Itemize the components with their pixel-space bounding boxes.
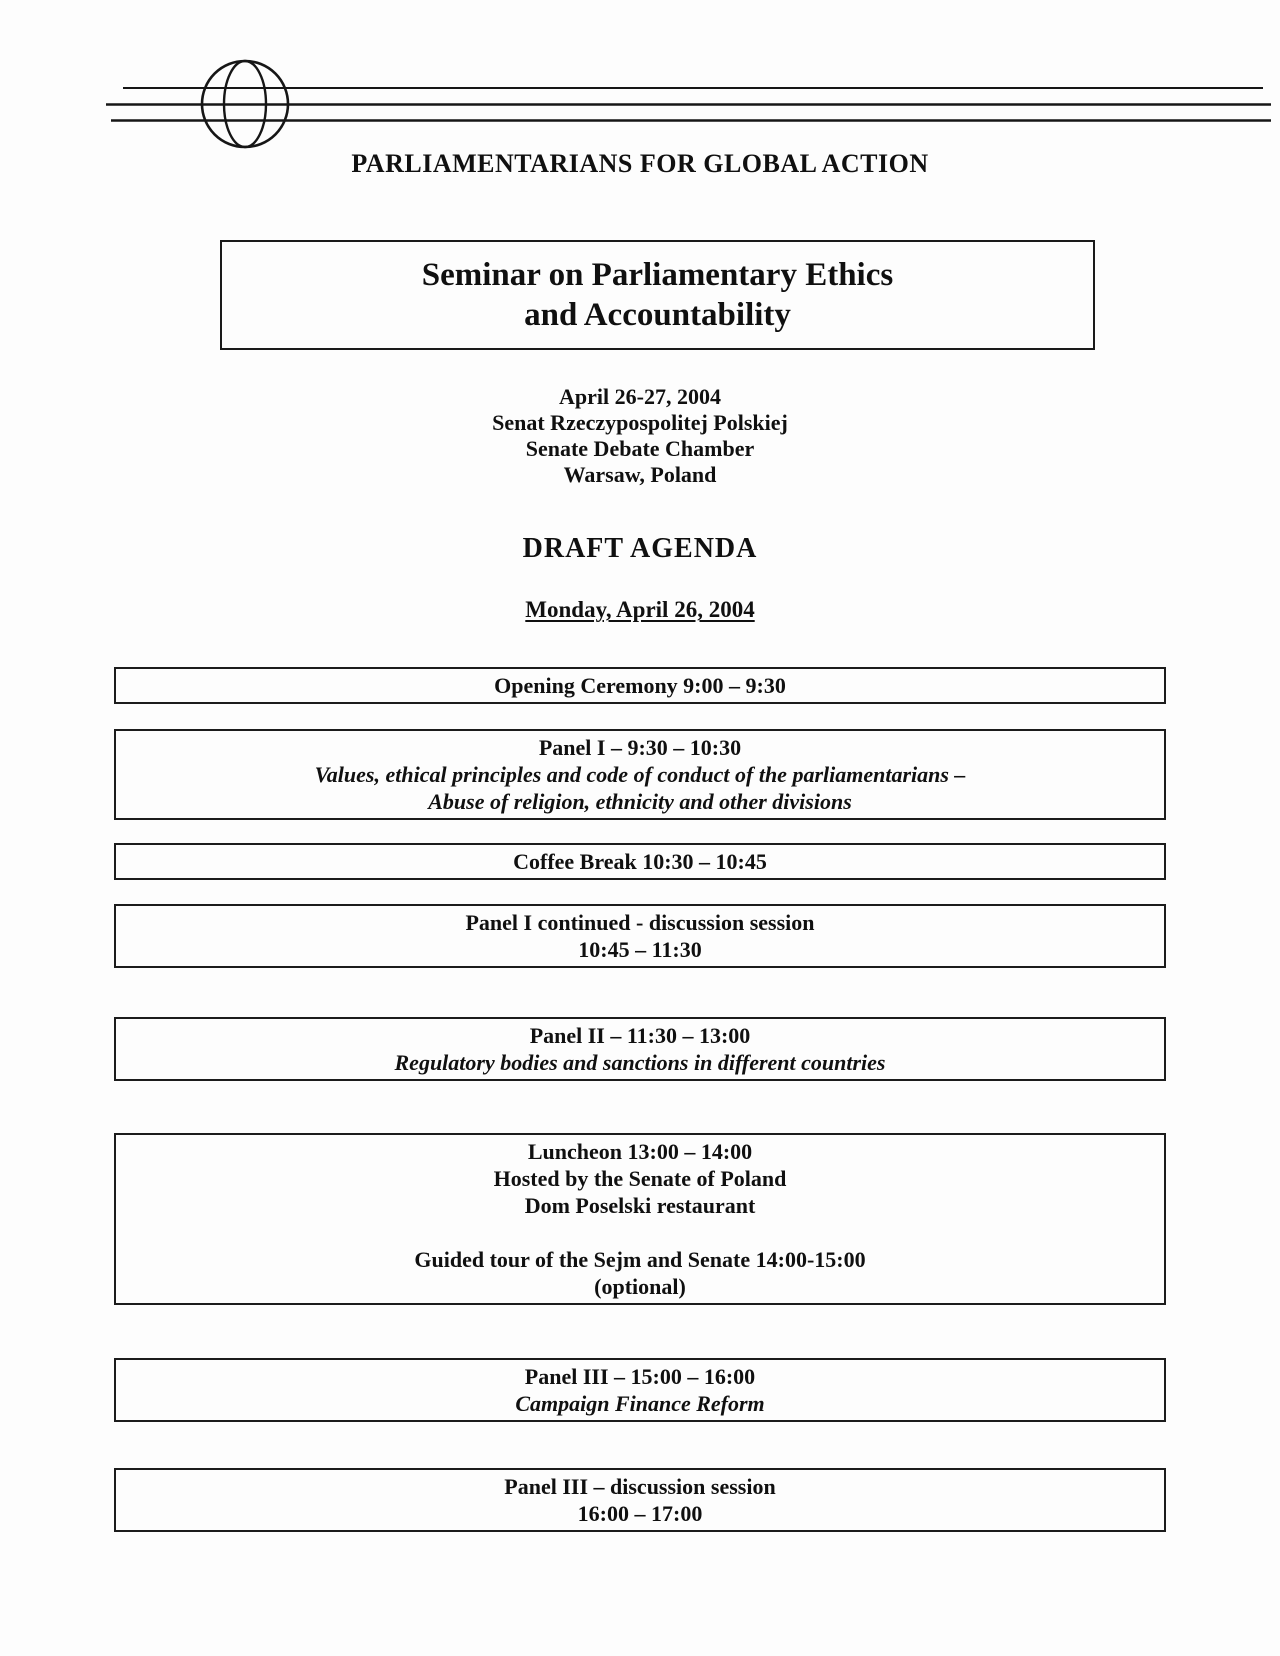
session-panel-1 <box>114 729 1166 820</box>
seminar-title-line2: and Accountability <box>524 297 791 333</box>
event-venue: Senate Debate Chamber <box>525 436 755 461</box>
session-line: Values, ethical principles and code of conduct of the parliamentarians – <box>314 762 966 787</box>
day-heading: Monday, April 26, 2004 <box>525 597 755 622</box>
event-city: Warsaw, Poland <box>563 462 717 487</box>
session-line: Coffee Break 10:30 – 10:45 <box>513 849 767 874</box>
org-name: PARLIAMENTARIANS FOR GLOBAL ACTION <box>351 149 929 178</box>
session-line: Panel III – discussion session <box>504 1474 776 1499</box>
seminar-title-line1: Seminar on Parliamentary Ethics <box>421 257 894 293</box>
session-line: Regulatory bodies and sanctions in different countries <box>394 1050 886 1075</box>
event-date: April 26-27, 2004 <box>559 384 721 409</box>
session-line: Panel II – 11:30 – 13:00 <box>529 1023 751 1048</box>
session-line: Hosted by the Senate of Poland <box>493 1166 787 1191</box>
session-line <box>126 1219 1154 1246</box>
session-line: Dom Poselski restaurant <box>524 1193 756 1218</box>
session-line: (optional) <box>594 1274 686 1299</box>
session-line: Opening Ceremony 9:00 – 9:30 <box>494 673 786 698</box>
event-venue-native: Senat Rzeczypospolitej Polskiej <box>492 410 788 435</box>
session-line: Luncheon 13:00 – 14:00 <box>527 1139 753 1164</box>
agenda-heading: DRAFT AGENDA <box>522 533 758 564</box>
session-line: Abuse of religion, ethnicity and other divisions <box>428 789 852 814</box>
seminar-title-box <box>220 240 1095 350</box>
agenda-sessions <box>114 667 1166 1532</box>
session-coffee-break <box>114 843 1166 880</box>
session-line: Panel I – 9:30 – 10:30 <box>538 735 742 760</box>
session-line: 10:45 – 11:30 <box>578 937 702 962</box>
session-line: Panel III – 15:00 – 16:00 <box>524 1364 756 1389</box>
session-opening-ceremony <box>114 667 1166 704</box>
session-line: 16:00 – 17:00 <box>577 1501 703 1526</box>
session-panel-3 <box>114 1358 1166 1422</box>
session-panel-1-discussion <box>114 904 1166 968</box>
session-line: Guided tour of the Sejm and Senate 14:00-15:00 <box>414 1247 866 1272</box>
session-panel-2 <box>114 1017 1166 1081</box>
event-details <box>0 384 1280 488</box>
session-panel-3-discussion <box>114 1468 1166 1532</box>
session-line: Campaign Finance Reform <box>515 1391 765 1416</box>
session-luncheon <box>114 1133 1166 1305</box>
globe-logo <box>0 0 1280 170</box>
session-line: Panel I continued - discussion session <box>465 910 815 935</box>
